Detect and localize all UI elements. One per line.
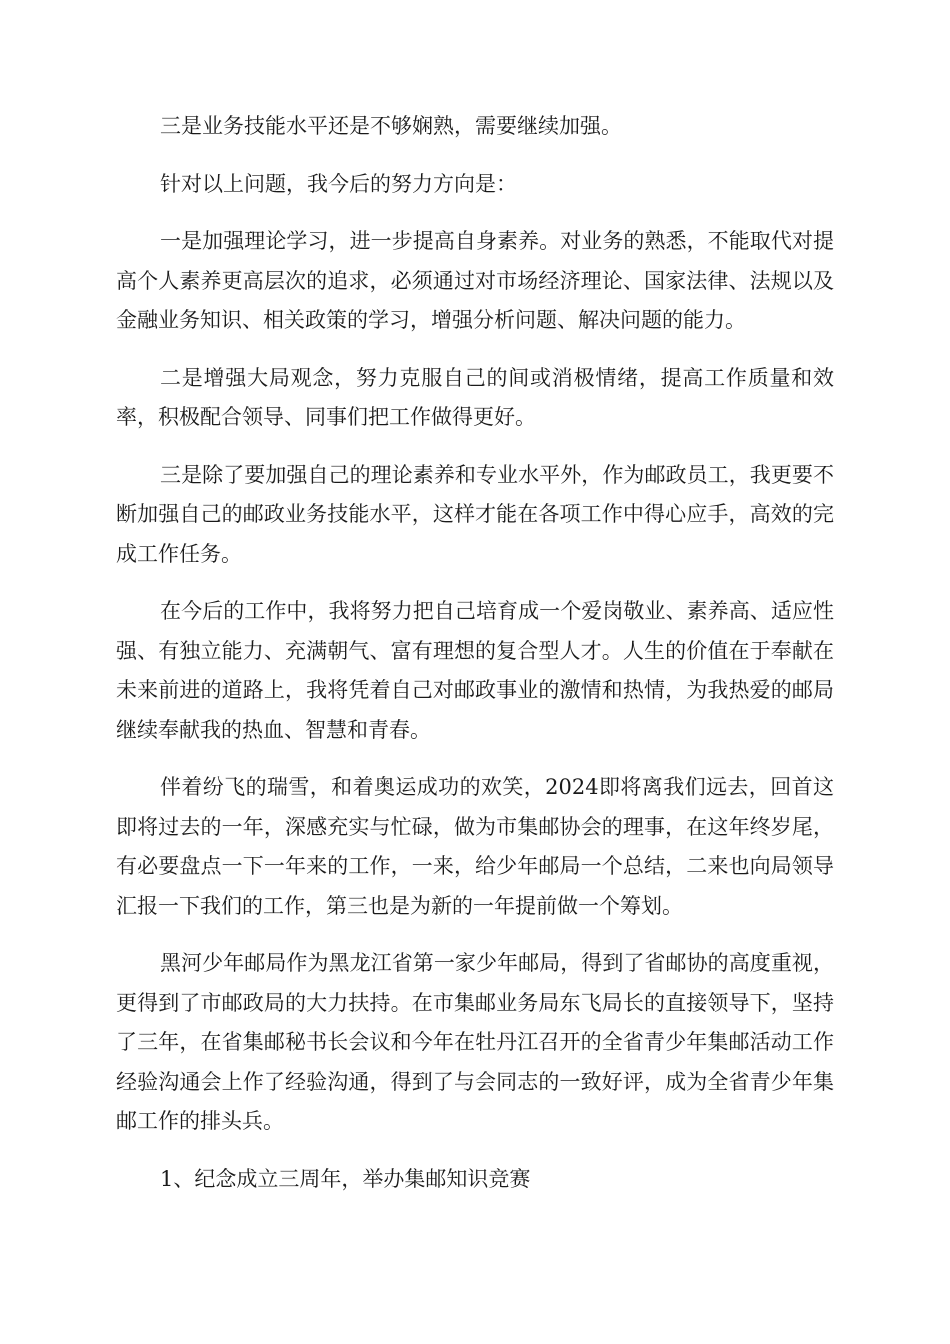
paragraph-7: 伴着纷飞的瑞雪，和着奥运成功的欢笑，2024即将离我们远去，回首这即将过去的一年，深感充实与忙碌，做为市集邮协会的理事，在这年终岁尾，有必要盘点一下一年来的工作，一来，给少年邮局一个总结，二来也向局领导汇报一下我们的工作，第三也是为新的一年提前做一个筹划。: [116, 775, 834, 918]
paragraph-4: 二是增强大局观念，努力克服自己的间或消极情绪，提高工作质量和效率，积极配合领导、同事们把工作做得更好。: [116, 365, 834, 429]
paragraph-3: 一是加强理论学习，进一步提高自身素养。对业务的熟悉，不能取代对提高个人素养更高层次的追求，必须通过对市场经济理论、国家法律、法规以及金融业务知识、相关政策的学习，增强分析问题、解决问题的能力。: [116, 229, 834, 332]
paragraph-8: 黑河少年邮局作为黑龙江省第一家少年邮局，得到了省邮协的高度重视，更得到了市邮政局的大力扶持。在市集邮业务局东飞局长的直接领导下，坚持了三年，在省集邮秘书长会议和今年在牡丹江召开的全省青少年集邮活动工作经验沟通会上作了经验沟通，得到了与会同志的一致好评，成为全省青少年集邮工作的排头兵。: [116, 951, 834, 1133]
paragraph-5: 三是除了要加强自己的理论素养和专业水平外，作为邮政员工，我更要不断加强自己的邮政业务技能水平，这样才能在各项工作中得心应手，高效的完成工作任务。: [116, 462, 834, 566]
paragraph-2: 针对以上问题，我今后的努力方向是：: [160, 171, 517, 196]
paragraph-6: 在今后的工作中，我将努力把自己培育成一个爱岗敬业、素养高、适应性强、有独立能力、充满朝气、富有理想的复合型人才。人生的价值在于奉献在未来前进的道路上，我将凭着自己对邮政事业的激情和热情，为我热爱的邮局继续奉献我的热血、智慧和青春。: [116, 599, 834, 742]
document-body: [116, 107, 834, 1199]
section-heading: 1、纪念成立三周年，举办集邮知识竞赛: [160, 1166, 531, 1191]
paragraph-1: 三是业务技能水平还是不够娴熟，需要继续加强。: [160, 114, 622, 138]
